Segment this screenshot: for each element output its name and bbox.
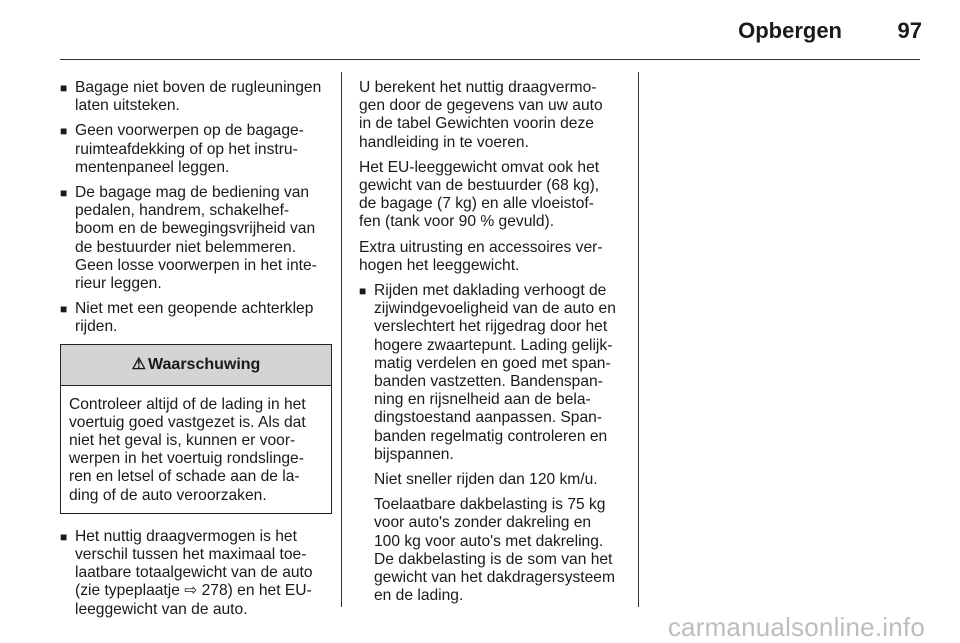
paragraph — [374, 471, 631, 489]
warning-title: Waarschuwing — [148, 355, 261, 373]
text-line: in de tabel Gewichten voorin deze — [359, 115, 594, 133]
text-line: Controleer altijd of de lading in het — [69, 395, 306, 413]
column-divider-left — [341, 72, 342, 607]
text-line: De dakbelasting is de som van het — [374, 550, 613, 568]
right-paragraphs-top — [359, 79, 631, 275]
text-line: verslechtert het rijgedrag door het — [374, 318, 608, 336]
text-line: laten uitsteken. — [75, 97, 180, 115]
text-line: ruimteafdekking of op het instru- — [75, 140, 298, 158]
text-line: Bagage niet boven de rugleuningen — [75, 79, 322, 96]
text-line: leeggewicht van de auto. — [75, 600, 248, 618]
paragraph — [374, 496, 631, 605]
column-divider-right — [638, 72, 639, 607]
header-rule — [60, 59, 920, 60]
warning-body — [61, 386, 331, 513]
warning-triangle-icon: ⚠ — [131, 355, 147, 373]
text-line — [75, 582, 332, 600]
paragraph — [359, 79, 631, 152]
text-line: Niet sneller rijden dan 120 km/u. — [374, 471, 598, 489]
list-item — [60, 528, 332, 619]
page-title: Opbergen — [738, 18, 842, 43]
watermark: carmanualsonline.info — [667, 612, 925, 642]
text-line: Toelaatbare dakbelasting is 75 kg — [374, 496, 606, 514]
text-line: Geen losse voorwerpen in het inte- — [75, 256, 317, 274]
page-number: 97 — [897, 18, 922, 43]
text-line: dingstoestand aanpassen. Span- — [374, 409, 603, 427]
text-line: bijspannen. — [374, 445, 454, 463]
text-line: gewicht van het dakdragersysteem — [374, 569, 615, 587]
text-line: ning en rijsnelheid aan de bela- — [374, 391, 591, 409]
text-line: gewicht van de bestuurder (68 kg), — [359, 177, 600, 195]
text-line: rieur leggen. — [75, 275, 162, 293]
text-line: voertuig goed vastgezet is. Als dat — [69, 413, 306, 431]
list-item — [359, 282, 631, 464]
text-line: 100 kg voor auto's met dakreling. — [374, 532, 604, 550]
text-line: verschil tussen het maximaal toe- — [75, 546, 307, 564]
text-line: zijwindgevoeligheid van de auto en — [374, 300, 616, 318]
text-fragment: 278) en het EU- — [197, 582, 312, 600]
left-bullet-list — [60, 79, 332, 337]
bullet-square-icon: ■ — [359, 284, 367, 299]
text-line: niet het geval is, kunnen er voor- — [69, 432, 296, 450]
text-line: hogere zwaartepunt. Lading gelijk- — [374, 336, 613, 354]
text-line: banden vastzetten. Bandenspan- — [374, 373, 603, 391]
text-line: werpen in het voertuig rondslinge- — [69, 450, 304, 468]
text-line: rijden. — [75, 318, 118, 336]
text-line: boom en de bewegingsvrijheid van — [75, 220, 316, 238]
bullet-square-icon: ■ — [60, 302, 68, 317]
text-line: De bagage mag de bediening van — [75, 184, 310, 202]
list-item — [60, 184, 332, 293]
right-paragraphs-bottom — [359, 471, 631, 605]
text-line: banden regelmatig controleren en — [374, 427, 608, 445]
list-item — [60, 122, 332, 177]
list-item — [60, 300, 332, 336]
text-line: ren en letsel of schade aan de la- — [69, 468, 300, 486]
paragraph — [359, 239, 631, 275]
text-line: Geen voorwerpen op de bagage- — [75, 122, 304, 140]
bullet-square-icon: ■ — [60, 186, 68, 201]
text-line: voor auto's zonder dakreling en — [374, 514, 592, 532]
text-line: handleiding in te voeren. — [359, 133, 529, 151]
text-line: Het EU-leeggewicht omvat ook het — [359, 158, 600, 176]
text-line: U berekent het nuttig draagvermo- — [359, 79, 597, 96]
warning-header — [61, 345, 331, 386]
page-reference-arrow-icon: ⇨ — [184, 582, 198, 600]
text-line: Niet met een geopende achterklep — [75, 300, 314, 318]
text-line: pedalen, handrem, schakelhef- — [75, 202, 290, 220]
warning-box — [60, 344, 332, 514]
text-line: Rijden met daklading verhoogt de — [374, 282, 607, 300]
right-bullet-list — [359, 282, 631, 464]
text-line: ding of de auto veroorzaken. — [69, 486, 267, 504]
text-line: Extra uitrusting en accessoires ver- — [359, 238, 603, 256]
bullet-square-icon: ■ — [60, 529, 68, 544]
text-line: de bestuurder niet belemmeren. — [75, 238, 297, 256]
list-item — [60, 79, 332, 115]
text-line: hogen het leeggewicht. — [359, 256, 520, 274]
bullet-square-icon: ■ — [60, 81, 68, 95]
text-line: fen (tank voor 90 % gevuld). — [359, 213, 555, 231]
text-line: gen door de gegevens van uw auto — [359, 97, 603, 115]
text-line: laatbare totaalgewicht van de auto — [75, 564, 313, 582]
text-line: de bagage (7 kg) en alle vloeistof- — [359, 195, 594, 213]
paragraph — [359, 159, 631, 232]
left-column — [60, 79, 332, 626]
text-line: en de lading. — [374, 587, 464, 605]
text-line: matig verdelen en goed met span- — [374, 354, 611, 372]
text-line: mentenpaneel leggen. — [75, 158, 230, 176]
text-fragment: (zie typeplaatje — [75, 582, 185, 600]
right-column — [359, 79, 631, 612]
bullet-square-icon: ■ — [60, 124, 68, 139]
text-line: Het nuttig draagvermogen is het — [75, 527, 297, 545]
